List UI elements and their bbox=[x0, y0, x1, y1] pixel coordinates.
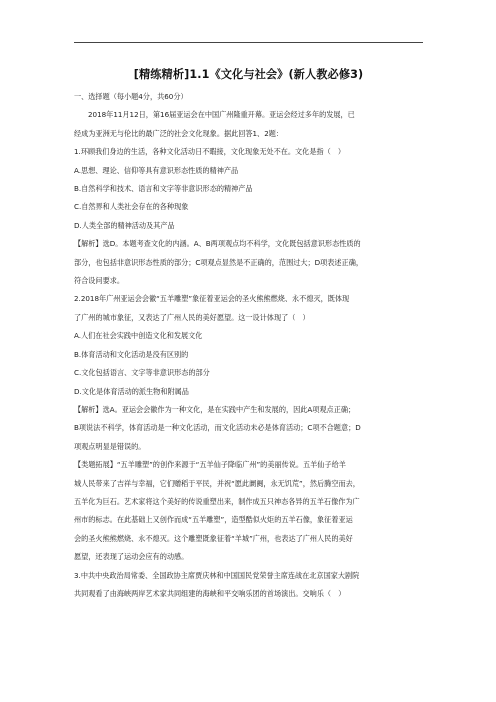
q2-option-d: D.文化是体育活动的派生物和附属品 bbox=[74, 386, 189, 396]
intro-line: 经成为亚洲无与伦比的最广泛的社会文化现象。据此回答1、2题： bbox=[74, 128, 284, 138]
q1-option-b: B.自然科学和技术、语言和文字等非意识形态的精神产品 bbox=[74, 184, 253, 194]
extension-note: 五羊化为巨石。艺术家将这个美好的传说重塑出来，制作成五只神态各异的五羊石像作为广 bbox=[74, 496, 360, 506]
q1-option-c: C.自然界和人类社会存在的各种现象 bbox=[74, 202, 189, 212]
q2-option-c: C.文化包括语言、文字等非意识形态的部分 bbox=[74, 368, 210, 378]
q1-option-a: A.思想、理论、信仰等具有意识形态性质的精神产品 bbox=[74, 165, 239, 175]
document-title: [精练精析]1.1《文化与社会》(新人教必修3) bbox=[133, 68, 364, 81]
extension-note: 州市的标志。在此基础上又创作而成“五羊雕塑”，造型酷似火炬的五羊石像，象征着亚运 bbox=[74, 515, 353, 525]
q2-analysis: 项观点明显是错误的。 bbox=[74, 441, 146, 451]
q2-option-b: B.体育活动和文化活动是没有区别的 bbox=[74, 349, 189, 359]
q1-option-d: D.人类全部的精神活动及其产品 bbox=[74, 220, 175, 230]
section-heading: 一、选择题（每小题4分，共60分） bbox=[74, 92, 188, 101]
question-2: 2.2018年广州亚运会会徽“五羊雕塑”象征着亚运会的圣火熊熊燃烧、永不熄灭，既体现 bbox=[74, 294, 350, 304]
q2-option-a: A.人们在社会实践中创造文化和发展文化 bbox=[74, 331, 203, 341]
q2-analysis: B项说法不科学，体育活动是一种文化活动，而文化活动未必是体育活动；C项不合题意；D bbox=[74, 423, 361, 433]
header-rule bbox=[74, 42, 423, 43]
q2-analysis: 【解析】选A。亚运会会徽作为一种文化，是在实践中产生和发展的，因此A项观点正确； bbox=[74, 404, 356, 414]
extension-note: 会的圣火熊熊燃烧、永不熄灭。这个雕塑既象征着“羊城”广州，也表达了广州人民的美好 bbox=[74, 533, 353, 543]
extension-note: 愿望，还表现了运动会应有的动感。 bbox=[74, 552, 189, 562]
question-3: 3.中共中央政治局常委、全国政协主席贾庆林和中国国民党荣誉主席连战在北京国家大剧院 bbox=[74, 570, 360, 580]
question-1: 1.环顾我们身边的生活，各种文化活动日不暇接，文化现象无处不在。文化是指（ ） bbox=[74, 147, 346, 157]
q1-analysis: 【解析】选D。本题考查文化的内涵。A、B两项观点均不科学，文化既包括意识形态性质的 bbox=[74, 239, 361, 249]
q1-analysis: 符合设问要求。 bbox=[74, 276, 124, 286]
intro-line: 2018年11月12日，第16届亚运会在中国广州隆重开幕。亚运会经过多年的发展，已 bbox=[88, 110, 355, 120]
q1-analysis: 部分，也包括非意识形态性质的部分；C项观点显然是不正确的，范围过大；D项表述正确， bbox=[74, 257, 363, 267]
extension-note: 城人民带来了吉祥与幸福，它们赠稻于平民，并祝“愿此阛阓，永无饥荒”，然后腾空而去， bbox=[74, 478, 360, 488]
extension-note: 【类题拓展】“五羊雕塑”的创作来源于“五羊仙子降临广州”的美丽传说。五羊仙子给羊 bbox=[74, 460, 346, 470]
question-2: 了广州的城市象征，又表达了广州人民的美好愿望。这一设计体现了（ ） bbox=[74, 312, 310, 322]
question-3: 共同观看了由海峡两岸艺术家共同组建的海峡和平交响乐团的首场演出。交响乐（ ） bbox=[74, 588, 346, 598]
document-body bbox=[74, 88, 423, 603]
